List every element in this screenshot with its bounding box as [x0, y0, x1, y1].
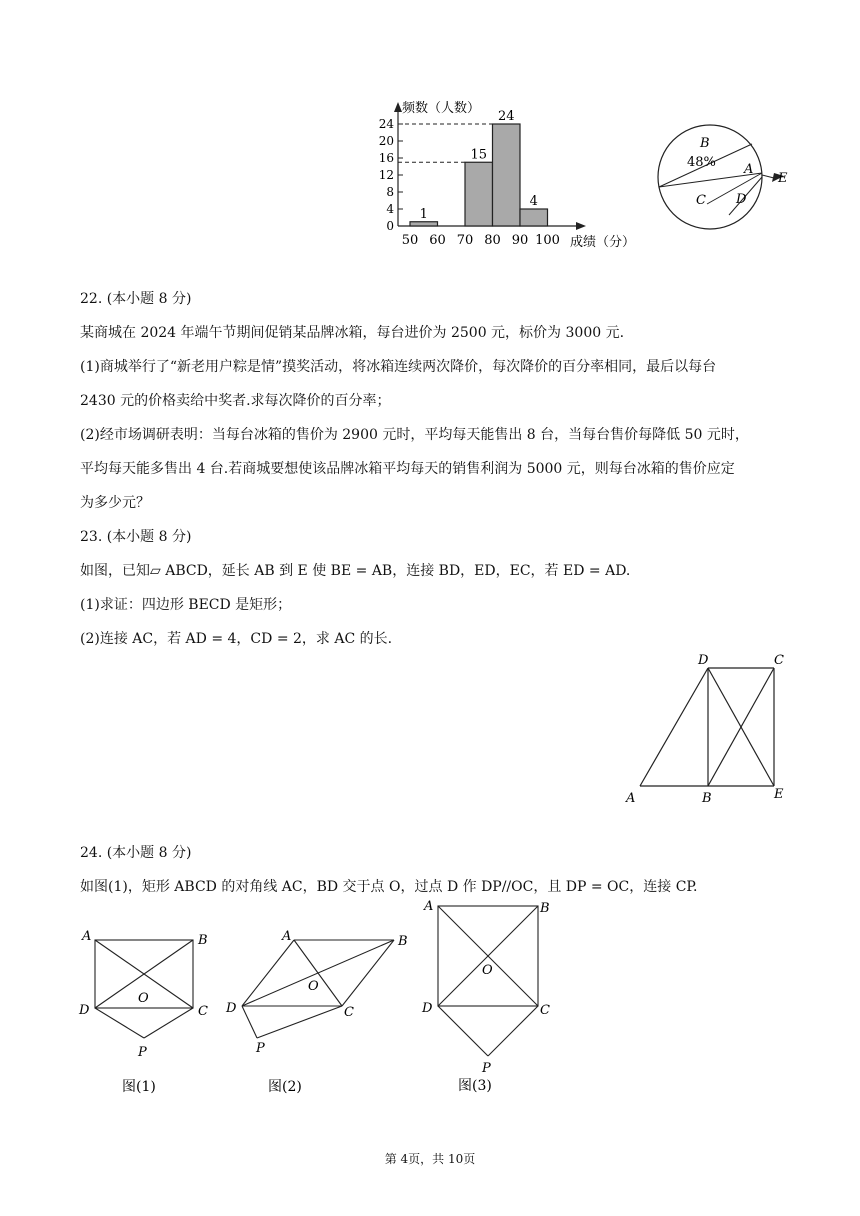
pie-label-c: C — [696, 193, 706, 208]
bar-value-label: 24 — [497, 109, 515, 124]
q24-fig3-label-b: B — [540, 901, 550, 916]
x-tick-label: 80 — [484, 233, 501, 248]
q24-fig1-label-p: P — [138, 1045, 147, 1060]
y-tick-label: 12 — [378, 168, 394, 182]
q24-figure-2 — [222, 926, 422, 1096]
pie-figure — [652, 118, 792, 238]
q22-part1-line2: 2430 元的价格卖给中奖者.求每次降价的百分率； — [80, 393, 391, 409]
q24-fig1-label-c: C — [198, 1004, 208, 1019]
q24-fig3-label-p: P — [482, 1061, 491, 1076]
q24-fig2-label-o: O — [308, 979, 319, 994]
q24-intro: 如图(1)，矩形 ABCD 的对角线 AC，BD 交于点 O，过点 D 作 DP//OC，且 DP = OC，连接 CP. — [80, 879, 698, 895]
bar-value-label: 15 — [470, 147, 488, 163]
x-tick-label: 50 — [401, 233, 419, 248]
q24-fig1-label-o: O — [138, 991, 149, 1006]
q22-part1-line1: (1)商城举行了“新老用户粽是情”摸奖活动，将冰箱连续两次降价，每次降价的百分率相同，最后以每台 — [80, 359, 717, 375]
histogram-bar — [465, 162, 493, 226]
x-tick-label: 100 — [535, 233, 560, 248]
q23-label-a: A — [626, 791, 636, 806]
y-tick-label: 24 — [378, 117, 394, 131]
y-tick-label: 16 — [378, 151, 394, 165]
y-tick-label: 20 — [378, 134, 394, 148]
x-tick-label: 70 — [456, 233, 474, 248]
x-axis-label: 成绩（分） — [570, 235, 636, 250]
q23-label-c: C — [774, 653, 784, 668]
q22-intro: 某商城在 2024 年端午节期间促销某品牌冰箱，每台进价为 2500 元，标价为 3000 元. — [80, 325, 625, 341]
y-tick-label: 8 — [386, 185, 394, 199]
y-axis-label: 频数（人数） — [402, 101, 481, 116]
q24-fig2-caption: 图(2) — [268, 1079, 302, 1095]
q24-fig2-label-b: B — [398, 934, 408, 949]
x-tick-label: 90 — [511, 233, 529, 248]
q24-fig1-label-d: D — [79, 1003, 90, 1018]
q24-header: 24. (本小题 8 分) — [80, 845, 192, 861]
histogram-figure — [362, 96, 642, 256]
histogram-bar — [520, 209, 548, 226]
q24-fig2-label-a: A — [282, 929, 292, 944]
bar-value-label: 4 — [529, 194, 538, 209]
q23-label-b: B — [702, 791, 712, 806]
bar-value-label: 1 — [419, 206, 428, 222]
q24-fig1-label-a: A — [82, 929, 92, 944]
q24-figure-1 — [76, 926, 216, 1096]
histogram-bar — [493, 124, 521, 226]
q22-part2-line3: 为多少元？ — [80, 495, 150, 511]
page-footer: 第 4页，共 10页 — [384, 1152, 476, 1166]
q24-fig1-label-b: B — [198, 933, 208, 948]
q24-fig3-label-d: D — [422, 1001, 433, 1016]
q24-fig2-label-d: D — [226, 1001, 237, 1016]
histogram-bar — [410, 222, 438, 226]
pie-label-d: D — [736, 192, 747, 207]
x-tick-label: 60 — [429, 233, 446, 248]
y-tick-label: 0 — [386, 219, 394, 233]
pie-label-b-percent: 48% — [687, 155, 716, 170]
y-tick-label: 4 — [386, 202, 394, 216]
q24-fig3-label-o: O — [482, 963, 493, 978]
q24-fig3-caption: 图(3) — [458, 1078, 492, 1094]
q24-fig3-label-a: A — [424, 899, 434, 914]
q23-intro: 如图，已知▱ ABCD，延长 AB 到 E 使 BE = AB，连接 BD，ED，EC，若 ED = AD. — [80, 563, 631, 579]
q23-label-e: E — [774, 787, 784, 802]
q23-header: 23. (本小题 8 分) — [80, 529, 192, 545]
q23-figure — [618, 648, 798, 808]
q24-figure-3 — [418, 896, 578, 1096]
pie-label-e: E — [778, 171, 788, 186]
q23-label-d: D — [698, 653, 709, 668]
x-axis-arrow — [576, 222, 586, 230]
q24-fig3-label-c: C — [540, 1003, 550, 1018]
q22-part2-line1: (2)经市场调研表明：当每台冰箱的售价为 2900 元时，平均每天能售出 8 台，当每台售价每降低 50 元时， — [80, 427, 749, 443]
q22-part2-line2: 平均每天能多售出 4 台.若商城要想使该品牌冰箱平均每天的销售利润为 5000 元，则每台冰箱的售价应定 — [80, 461, 735, 477]
q23-part1: (1)求证：四边形 BECD 是矩形； — [80, 597, 292, 613]
pie-label-b: B — [700, 136, 710, 151]
q23-part2: (2)连接 AC，若 AD = 4，CD = 2，求 AC 的长. — [80, 631, 393, 647]
q24-fig1-caption: 图(1) — [122, 1079, 156, 1095]
pie-label-a: A — [744, 162, 754, 177]
q24-fig2-label-p: P — [256, 1041, 265, 1056]
q22-header: 22. (本小题 8 分) — [80, 291, 192, 307]
y-axis-arrow — [394, 102, 402, 112]
q24-fig2-label-c: C — [344, 1005, 354, 1020]
